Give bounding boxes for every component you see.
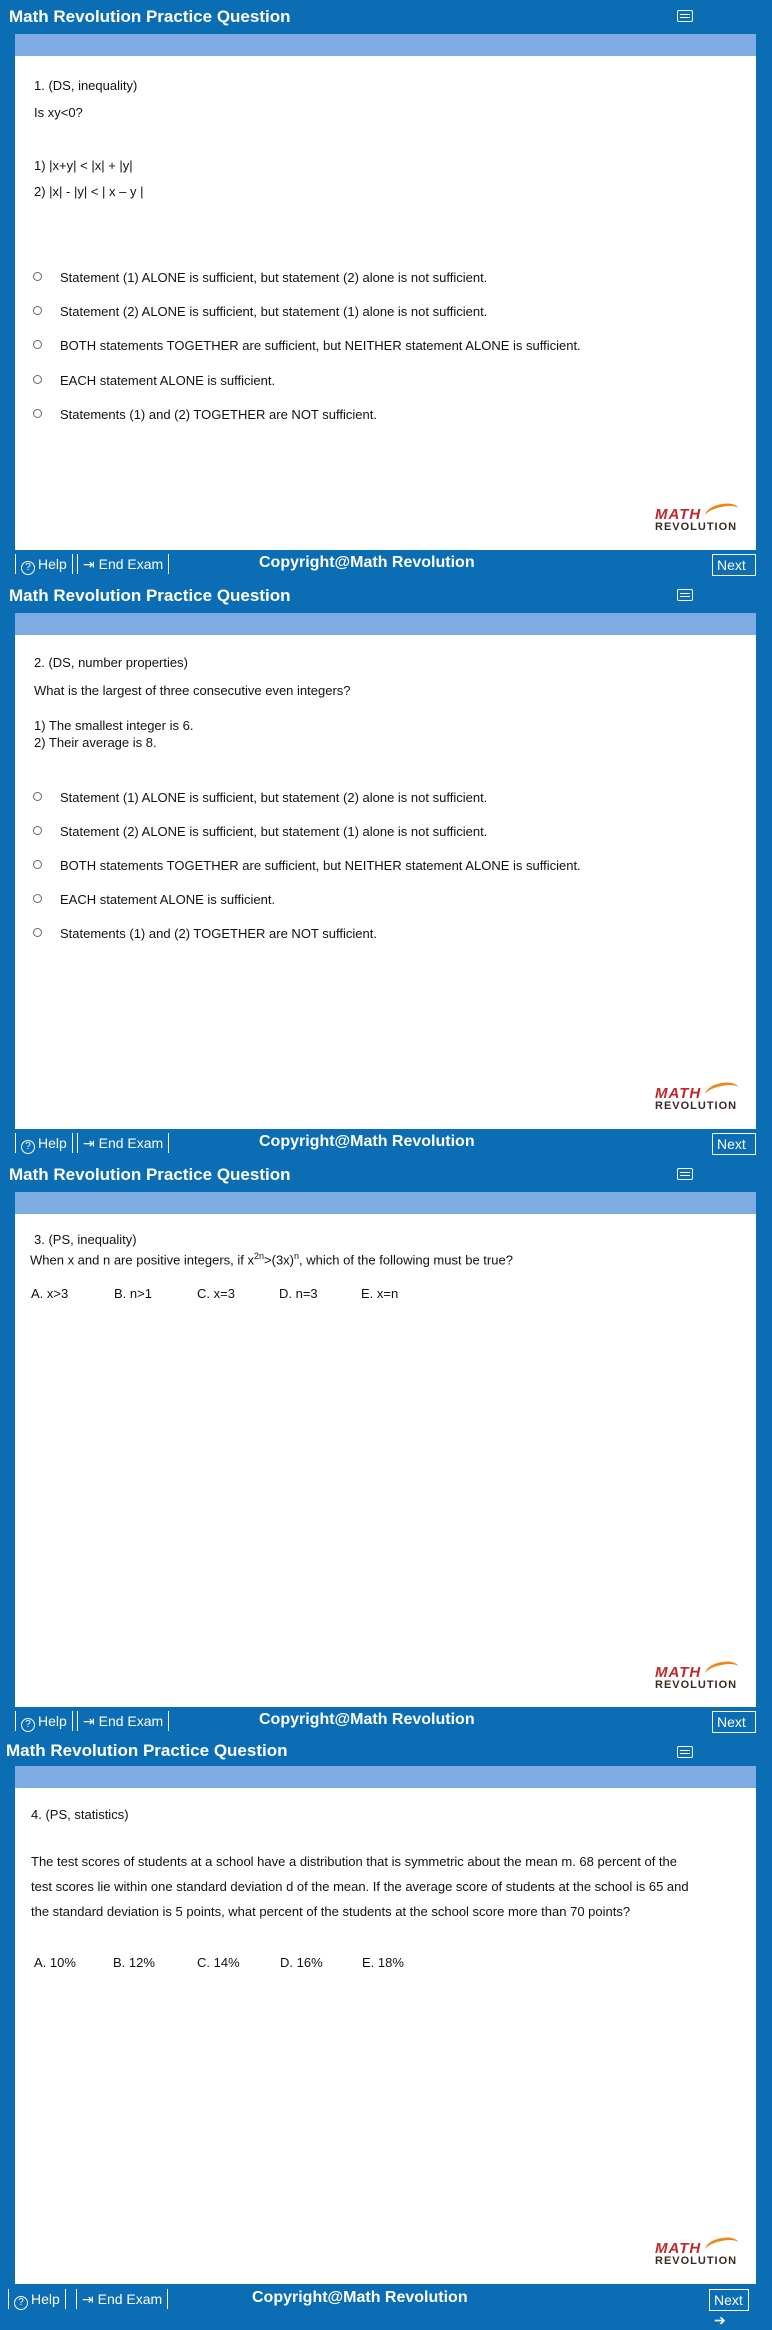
math-revolution-logo: MATH REVOLUTION bbox=[655, 506, 745, 538]
radio-icon[interactable] bbox=[33, 928, 42, 937]
question-panel-2 bbox=[0, 579, 772, 1158]
title-bar bbox=[0, 1158, 772, 1192]
end-exam-button[interactable]: ⇥ End Exam bbox=[77, 1711, 169, 1731]
footer-bar bbox=[15, 1708, 756, 1732]
help-icon: ? bbox=[21, 1140, 35, 1154]
calculator-icon[interactable] bbox=[677, 1168, 693, 1180]
title-bar bbox=[0, 1736, 772, 1770]
answer-option-e[interactable]: Statements (1) and (2) TOGETHER are NOT sufficient. bbox=[33, 407, 377, 422]
end-exam-button[interactable]: ⇥ End Exam bbox=[76, 2289, 168, 2309]
question-stem: When x and n are positive integers, if $x^{2n}>(3x)^n$, which of the following must be true? bbox=[30, 1251, 513, 1268]
radio-icon[interactable] bbox=[33, 375, 42, 384]
calculator-icon[interactable] bbox=[677, 589, 693, 601]
toolbar-strip bbox=[15, 1192, 756, 1214]
end-exam-button[interactable]: ⇥ End Exam bbox=[77, 1133, 169, 1153]
statement-2: 2) |x| - |y| < | x – y | bbox=[34, 184, 144, 199]
copyright-text: Copyright@Math Revolution bbox=[259, 554, 475, 571]
choice-c[interactable]: C. x=3 bbox=[197, 1286, 235, 1301]
statement-1: 1) The smallest integer is 6. bbox=[34, 718, 194, 733]
exit-icon: ⇥ bbox=[83, 556, 99, 572]
question-content bbox=[15, 635, 756, 1129]
choice-d[interactable]: D. 16% bbox=[280, 1955, 323, 1970]
answer-option-a[interactable]: Statement (1) ALONE is sufficient, but statement (2) alone is not sufficient. bbox=[33, 270, 487, 285]
copyright-text: Copyright@Math Revolution bbox=[252, 2289, 468, 2306]
answer-option-b[interactable]: Statement (2) ALONE is sufficient, but statement (1) alone is not sufficient. bbox=[33, 824, 487, 839]
title-bar bbox=[0, 579, 772, 613]
radio-icon[interactable] bbox=[33, 340, 42, 349]
exit-icon: ⇥ bbox=[83, 1135, 99, 1151]
next-button[interactable]: Next bbox=[712, 554, 756, 576]
window-title: Math Revolution Practice Question bbox=[9, 586, 291, 605]
radio-icon[interactable] bbox=[33, 826, 42, 835]
exit-icon: ⇥ bbox=[83, 1713, 99, 1729]
calculator-icon[interactable] bbox=[677, 10, 693, 22]
choice-e[interactable]: E. 18% bbox=[362, 1955, 404, 1970]
question-content bbox=[15, 1214, 756, 1707]
choice-b[interactable]: B. 12% bbox=[113, 1955, 155, 1970]
footer-bar bbox=[8, 2286, 749, 2328]
arrow-right-icon: ➔ bbox=[714, 2312, 726, 2328]
footer-bar bbox=[15, 551, 756, 575]
choice-d[interactable]: D. n=3 bbox=[279, 1286, 318, 1301]
toolbar-strip bbox=[15, 1766, 756, 1788]
help-button[interactable]: ? Help bbox=[8, 2289, 66, 2309]
radio-icon[interactable] bbox=[33, 894, 42, 903]
question-stem-line-3: the standard deviation is 5 points, what percent of the students at the school score more than 70 points? bbox=[31, 1904, 631, 1919]
answer-option-a[interactable]: Statement (1) ALONE is sufficient, but statement (2) alone is not sufficient. bbox=[33, 790, 487, 805]
choice-a[interactable]: A. 10% bbox=[34, 1955, 76, 1970]
radio-icon[interactable] bbox=[33, 306, 42, 315]
statement-2: 2) Their average is 8. bbox=[34, 735, 157, 750]
answer-option-e[interactable]: Statements (1) and (2) TOGETHER are NOT sufficient. bbox=[33, 926, 377, 941]
choice-b[interactable]: B. n>1 bbox=[114, 1286, 152, 1301]
next-button[interactable]: Next bbox=[712, 1133, 756, 1155]
title-bar bbox=[0, 0, 772, 34]
choice-c[interactable]: C. 14% bbox=[197, 1955, 240, 1970]
toolbar-strip bbox=[15, 34, 756, 56]
radio-icon[interactable] bbox=[33, 409, 42, 418]
choice-a[interactable]: A. x>3 bbox=[31, 1286, 69, 1301]
next-button[interactable]: Next bbox=[712, 1711, 756, 1733]
help-icon: ? bbox=[14, 2296, 28, 2310]
question-content bbox=[15, 1788, 756, 2284]
choice-e[interactable]: E. x=n bbox=[361, 1286, 399, 1301]
footer-bar bbox=[15, 1130, 756, 1154]
math-revolution-logo: MATH REVOLUTION bbox=[655, 1664, 745, 1696]
window-title: Math Revolution Practice Question bbox=[6, 1741, 288, 1760]
calculator-icon[interactable] bbox=[677, 1746, 693, 1758]
question-panel-4 bbox=[0, 1736, 772, 2328]
answer-option-b[interactable]: Statement (2) ALONE is sufficient, but statement (1) alone is not sufficient. bbox=[33, 304, 487, 319]
question-header: 3. (PS, inequality) bbox=[34, 1232, 137, 1247]
copyright-text: Copyright@Math Revolution bbox=[259, 1711, 475, 1728]
question-stem-line-1: The test scores of students at a school have a distribution that is symmetric about the mean m. 68 percent of the bbox=[31, 1854, 678, 1869]
question-stem: What is the largest of three consecutive even integers? bbox=[34, 683, 351, 698]
help-button[interactable]: ? Help bbox=[15, 1133, 73, 1153]
toolbar-strip bbox=[15, 613, 756, 635]
copyright-text: Copyright@Math Revolution bbox=[259, 1133, 475, 1150]
radio-icon[interactable] bbox=[33, 860, 42, 869]
question-stem: Is xy<0? bbox=[34, 105, 83, 120]
end-exam-button[interactable]: ⇥ End Exam bbox=[77, 554, 169, 574]
radio-icon[interactable] bbox=[33, 272, 42, 281]
answer-option-c[interactable]: BOTH statements TOGETHER are sufficient, but NEITHER statement ALONE is sufficient. bbox=[33, 338, 581, 353]
help-icon: ? bbox=[21, 561, 35, 575]
math-revolution-logo: MATH REVOLUTION bbox=[655, 1085, 745, 1117]
answer-option-c[interactable]: BOTH statements TOGETHER are sufficient, but NEITHER statement ALONE is sufficient. bbox=[33, 858, 581, 873]
question-header: 4. (PS, statistics) bbox=[31, 1807, 129, 1822]
question-panel-3 bbox=[0, 1158, 772, 1736]
exit-icon: ⇥ bbox=[82, 2291, 98, 2307]
question-content bbox=[15, 56, 756, 550]
next-button[interactable]: Next ➔ bbox=[709, 2289, 749, 2311]
help-icon: ? bbox=[21, 1718, 35, 1732]
help-button[interactable]: ? Help bbox=[15, 1711, 73, 1731]
math-revolution-logo: MATH REVOLUTION bbox=[655, 2240, 745, 2272]
radio-icon[interactable] bbox=[33, 792, 42, 801]
question-stem-line-2: test scores lie within one standard deviation d of the mean. If the average score of students at the school is 65 and bbox=[31, 1879, 689, 1894]
answer-option-d[interactable]: EACH statement ALONE is sufficient. bbox=[33, 892, 275, 907]
question-header: 1. (DS, inequality) bbox=[34, 78, 138, 93]
window-title: Math Revolution Practice Question bbox=[9, 7, 291, 26]
help-button[interactable]: ? Help bbox=[15, 554, 73, 574]
question-header: 2. (DS, number properties) bbox=[34, 655, 188, 670]
answer-option-d[interactable]: EACH statement ALONE is sufficient. bbox=[33, 373, 275, 388]
window-title: Math Revolution Practice Question bbox=[9, 1165, 291, 1184]
statement-1: 1) |x+y| < |x| + |y| bbox=[34, 158, 133, 173]
question-panel-1 bbox=[0, 0, 772, 579]
